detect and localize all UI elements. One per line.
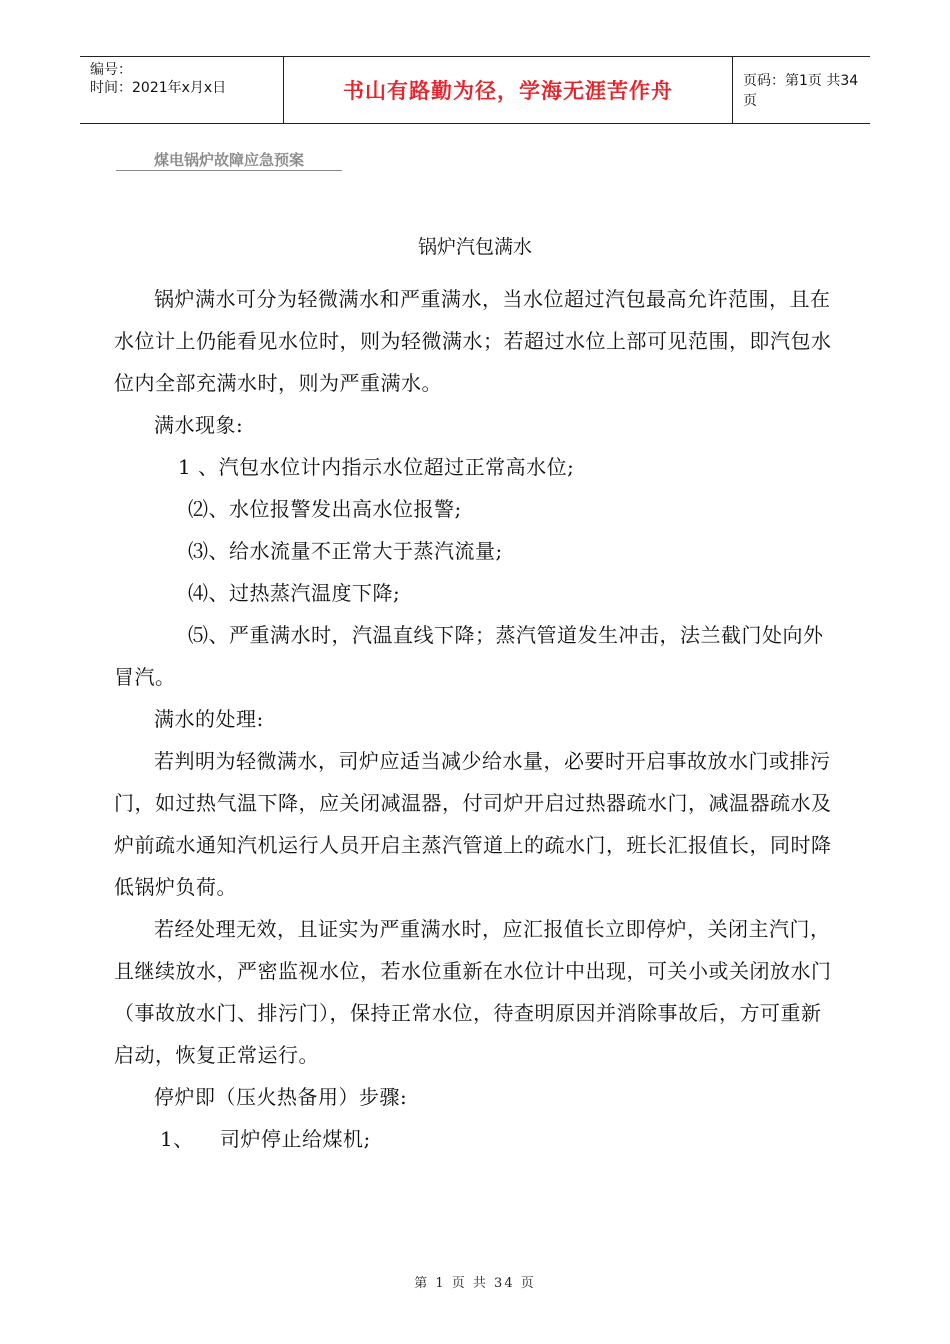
date-label: 时间：2021年x月x日 xyxy=(90,80,227,96)
doc-name: 煤电锅炉故障应急预案 xyxy=(116,150,342,171)
header-meta-cell xyxy=(80,57,283,123)
shutdown-heading: 停炉即（压火热备用）步骤: xyxy=(154,1085,408,1109)
page-info: 页码：第1页 共34页 xyxy=(743,73,859,109)
shutdown-step-1 xyxy=(114,1118,834,1160)
symptoms-heading: 满水现象: xyxy=(154,413,244,437)
section-title: 锅炉汽包满水 xyxy=(417,236,532,258)
header-table xyxy=(80,56,870,124)
step-number: 1、 xyxy=(160,1127,194,1151)
symptom-item-2: ⑵、水位报警发出高水位报警; xyxy=(188,497,462,521)
handling-paragraph-2: 若经处理无效，且证实为严重满水时，应汇报值长立即停炉，关闭主汽门，且继续放水，严密监视水位，若水位重新在水位计中出现，可关小或关闭放水门（事故放水门、排污门），保持正常水位，待查明原因并消除事故后，方可重新启动，恢复正常运行。 xyxy=(114,917,832,1067)
intro-paragraph: 锅炉满水可分为轻微满水和严重满水，当水位超过汽包最高允许范围，且在水位计上仍能看见水位时，则为轻微满水；若超过水位上部可见范围，即汽包水位内全部充满水时，则为严重满水。 xyxy=(114,287,832,395)
handling-heading: 满水的处理: xyxy=(154,707,264,731)
step-text: 司炉停止给煤机; xyxy=(220,1127,371,1151)
symptom-item-5: ⑸、严重满水时，汽温直线下降；蒸汽管道发生冲击，法兰截门处向外冒汽。 xyxy=(114,623,824,689)
symptom-item-1: 1 、汽包水位计内指示水位超过正常高水位; xyxy=(178,455,575,479)
symptom-item-4: ⑷、过热蒸汽温度下降; xyxy=(188,581,401,605)
document-body xyxy=(114,278,834,1160)
page-footer: 第 1 页 共 34 页 xyxy=(414,1276,536,1291)
serial-label: 编号： xyxy=(90,62,132,78)
handling-paragraph-1: 若判明为轻微满水，司炉应适当减少给水量，必要时开启事故放水门或排污门，如过热气温下降，应关闭减温器，付司炉开启过热器疏水门，减温器疏水及炉前疏水通知汽机运行人员开启主蒸汽管道上的疏水门，班长汇报值长，同时降低锅炉负荷。 xyxy=(114,749,832,899)
motto: 书山有路勤为径，学海无涯苦作舟 xyxy=(283,57,733,123)
symptom-item-3: ⑶、给水流量不正常大于蒸汽流量; xyxy=(188,539,503,563)
